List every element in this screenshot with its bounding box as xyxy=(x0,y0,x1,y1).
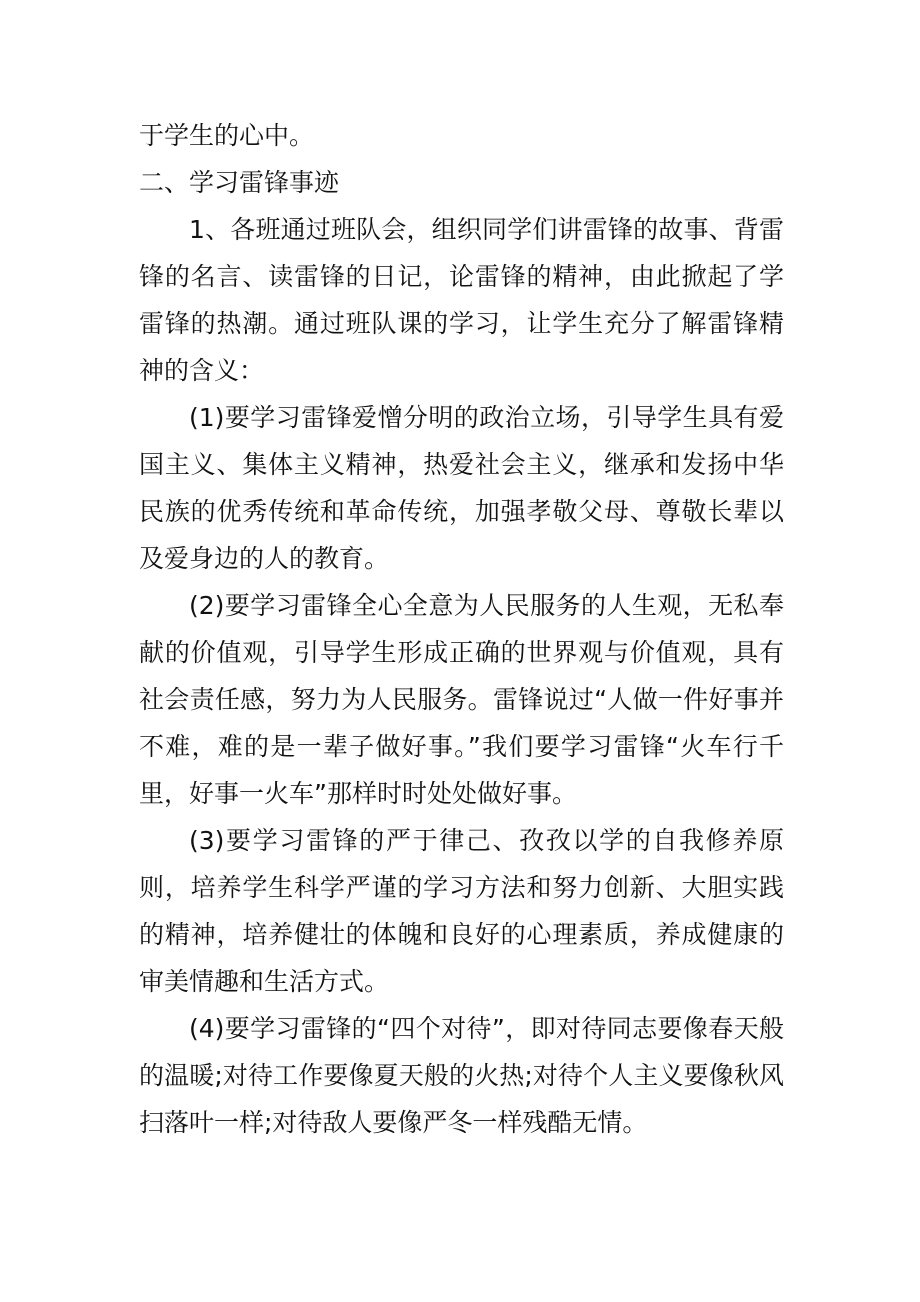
continuation-paragraph: 于学生的心中。 xyxy=(139,121,315,150)
paragraph-point-4: (4)要学习雷锋的“四个对待”，即对待同志要像春天般的温暖;对待工作要像夏天般的火热;对待个人主义要像秋风扫落叶一样;对待敌人要像严冬一样残酷无情。 xyxy=(139,1014,784,1137)
paragraph-point-3: (3)要学习雷锋的严于律己、孜孜以学的自我修养原则，培养学生科学严谨的学习方法和努力创新、大胆实践的精神，培养健壮的体魄和良好的心理素质，养成健康的审美情趣和生活方式。 xyxy=(139,826,784,996)
paragraph-item-1: 1、各班通过班队会，组织同学们讲雷锋的故事、背雷锋的名言、读雷锋的日记，论雷锋的精神，由此掀起了学雷锋的热潮。通过班队课的学习，让学生充分了解雷锋精神的含义： xyxy=(139,215,784,385)
paragraph-point-1: (1)要学习雷锋爱憎分明的政治立场，引导学生具有爱国主义、集体主义精神，热爱社会主义，继承和发扬中华民族的优秀传统和革命传统，加强孝敬父母、尊敬长辈以及爱身边的人的教育。 xyxy=(139,403,784,573)
paragraph-point-2: (2)要学习雷锋全心全意为人民服务的人生观，无私奉献的价值观，引导学生形成正确的世界观与价值观，具有社会责任感，努力为人民服务。雷锋说过“人做一件好事并不难，难的是一辈子做好事。”我们要学习雷锋“火车行千里，好事一火车”那样时时处处做好事。 xyxy=(139,591,784,808)
document-body xyxy=(139,112,784,1146)
section-heading: 二、学习雷锋事迹 xyxy=(139,168,340,197)
